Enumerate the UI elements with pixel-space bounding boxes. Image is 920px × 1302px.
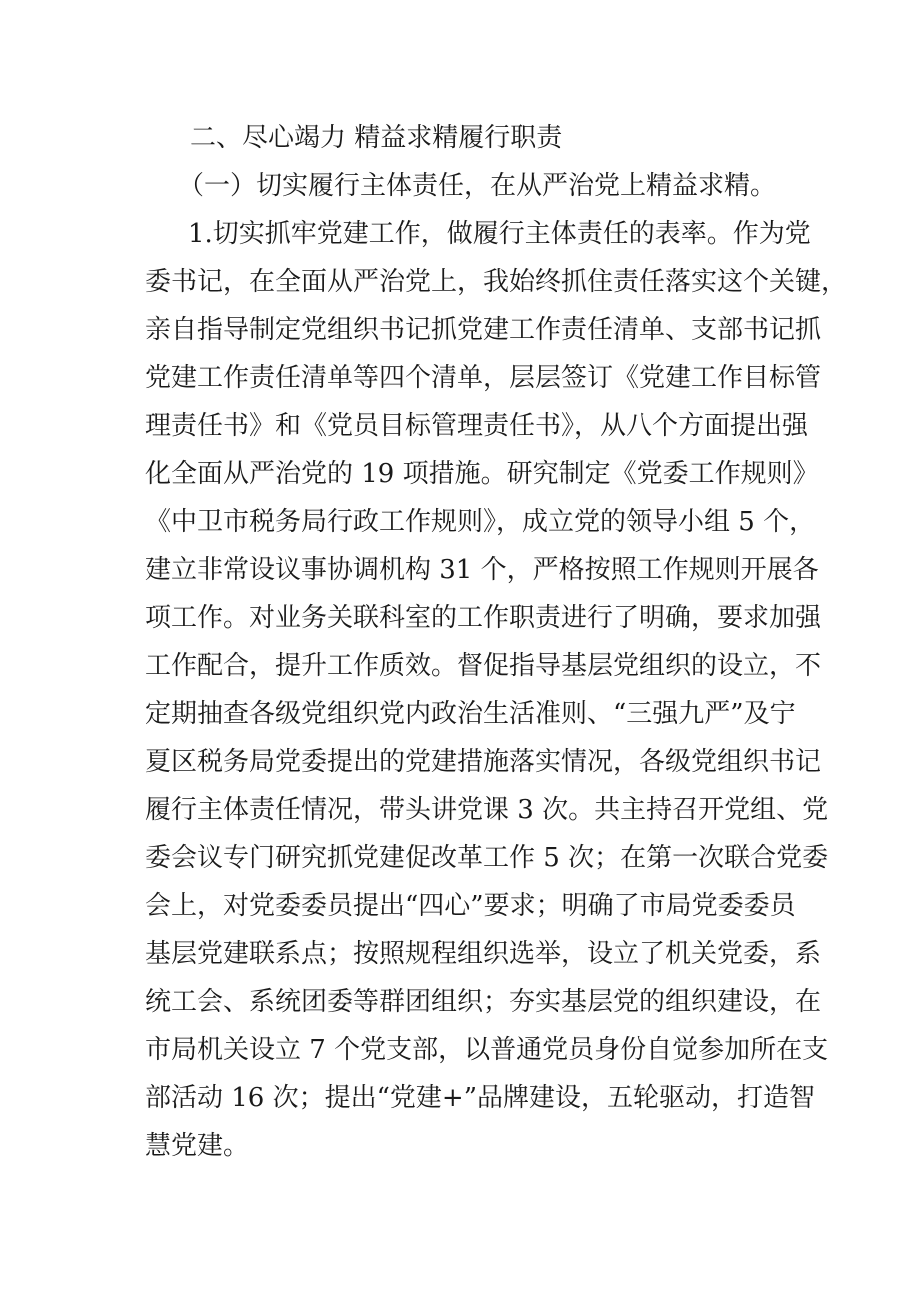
- paragraph-line: 工作配合，提升工作质效。督促指导基层党组织的设立，不: [145, 651, 822, 681]
- paragraph-line: 亲自指导制定党组织书记抓党建工作责任清单、支部书记抓: [145, 315, 822, 345]
- paragraph-line: 部活动 16 次；提出“党建+”品牌建设，五轮驱动，打造智: [145, 1083, 815, 1113]
- paragraph-line: 市局机关设立 7 个党支部，以普通党员身份自觉参加所在支: [145, 1035, 829, 1065]
- paragraph-line: 化全面从严治党的 19 项措施。研究制定《党委工作规则》: [145, 459, 819, 489]
- paragraph-line: 履行主体责任情况，带头讲党课 3 次。共主持召开党组、党: [145, 795, 829, 825]
- section-heading: 二、尽心竭力 精益求精履行职责: [190, 123, 563, 153]
- paragraph-line: 慧党建。: [145, 1131, 250, 1161]
- subsection-heading: （一）切实履行主体责任，在从严治党上精益求精。: [178, 171, 777, 201]
- paragraph-line: 委会议专门研究抓党建促改革工作 5 次；在第一次联合党委: [145, 843, 829, 873]
- paragraph-line: 统工会、系统团委等群团组织；夯实基层党的组织建设，在: [145, 987, 822, 1017]
- paragraph-line: 基层党建联系点；按照规程组织选举，设立了机关党委，系: [145, 939, 822, 969]
- paragraph-line: 项工作。对业务关联科室的工作职责进行了明确，要求加强: [145, 603, 822, 633]
- paragraph-line: 建立非常设议事协调机构 31 个，严格按照工作规则开展各: [145, 555, 819, 585]
- paragraph-line: 党建工作责任清单等四个清单，层层签订《党建工作目标管: [145, 363, 822, 393]
- paragraph-line: 夏区税务局党委提出的党建措施落实情况，各级党组织书记: [145, 747, 822, 777]
- paragraph-line: 会上，对党委委员提出“四心”要求；明确了市局党委委员: [145, 891, 796, 921]
- paragraph-line: 定期抽查各级党组织党内政治生活准则、“三强九严”及宁: [145, 699, 796, 729]
- paragraph-line: 理责任书》和《党员目标管理责任书》，从八个方面提出强: [145, 411, 809, 441]
- paragraph-line: 《中卫市税务局行政工作规则》，成立党的领导小组 5 个，: [145, 507, 816, 537]
- paragraph-line: 1.切实抓牢党建工作，做履行主体责任的表率。作为党: [188, 219, 811, 249]
- paragraph-line: 委书记，在全面从严治党上，我始终抓住责任落实这个关键，: [145, 267, 848, 297]
